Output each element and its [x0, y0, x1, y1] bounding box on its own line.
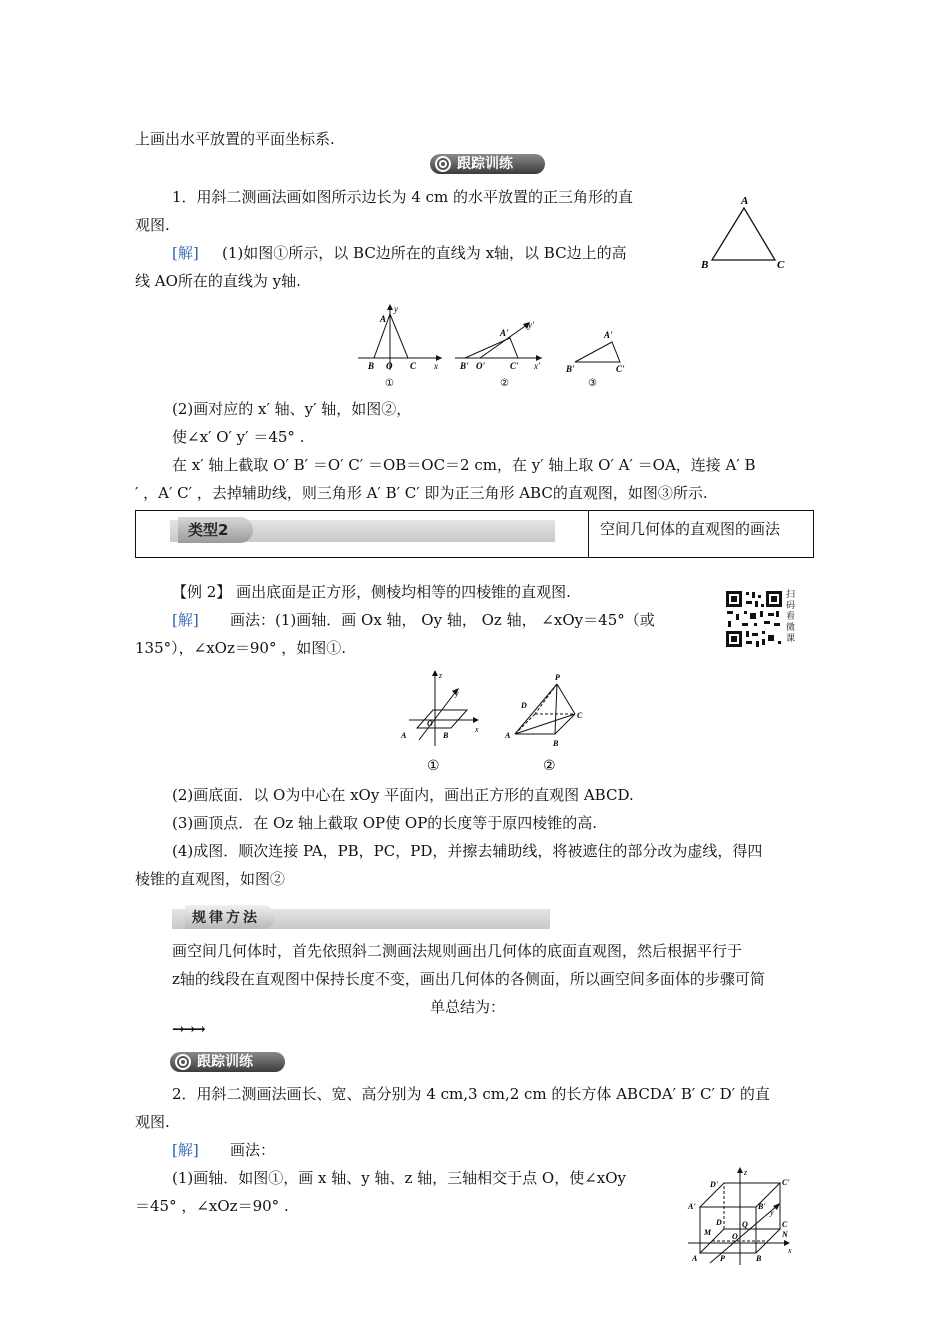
f2-label-y: y': [528, 320, 534, 330]
target-icon: [434, 155, 452, 173]
f2-label-o: O': [476, 361, 485, 371]
step3-line-2: ′ ，A′ C′ ，去掉辅助线，则三角形 A′ B′ C′ 即为正三角形 ABC的直观图，如图③所示.: [135, 484, 708, 502]
method-line-2: z轴的线段在直观图中保持长度不变，画出几何体的各侧面，所以画空间多面体的步骤可简: [172, 970, 765, 988]
f1-label-y: y: [394, 304, 398, 314]
pf2-label-a: A: [505, 731, 511, 740]
example-2-step-3: (3)画顶点．在 Oz 轴上截取 OP使 OP的长度等于原四棱锥的高.: [172, 814, 598, 832]
target-icon: [864, 155, 882, 173]
pf1-label-b: B: [443, 731, 449, 740]
box-label-n: N: [782, 1230, 788, 1239]
box-label-x: x: [788, 1246, 792, 1255]
question-2-step-1-line-1: (1)画轴．如图①，画 x 轴、y 轴、z 轴，三轴相交于点 O，使∠xOy: [172, 1169, 627, 1187]
box-label-a: A: [692, 1254, 698, 1263]
example-2-solution-line-1: 画法：(1)画轴．画 Ox 轴， Oy 轴， Oz 轴， ∠xOy＝45°（或: [230, 611, 655, 629]
f2-number: ②: [500, 378, 509, 389]
pf2-label-d: D: [521, 701, 527, 710]
pf2-number: ②: [543, 759, 556, 774]
box-label-c: C: [782, 1220, 788, 1229]
method-title: 规律方法: [192, 910, 260, 926]
box-label-m: M: [704, 1228, 712, 1237]
box-label-q: Q: [742, 1220, 748, 1229]
equilateral-triangle-figure: [695, 192, 795, 272]
triangle-label-c: C: [777, 259, 785, 271]
triangle-label-a: A: [741, 195, 749, 207]
solution-tag-2: [解]: [172, 611, 199, 629]
box-label-y: y: [770, 1208, 774, 1217]
cuboid-figure: [680, 1165, 810, 1270]
f2-label-x: x': [534, 361, 540, 371]
step3-line-1: 在 x′ 轴上截取 O′ B′ ＝O′ C′ ＝OB＝OC＝2 cm，在 y′ 轴上取 O′ A′ ＝OA，连接 A′ B: [172, 456, 756, 474]
f3-label-c: C': [616, 364, 625, 374]
triangle-label-b: B: [701, 259, 709, 271]
box-label-d: D: [716, 1218, 722, 1227]
example-2-step-2: (2)画底面．以 O为中心在 xOy 平面内，画出正方形的直观图 ABCD.: [172, 786, 634, 804]
pf1-label-y: y: [455, 689, 459, 698]
pyramid-figures: [395, 668, 595, 778]
f3-number: ③: [588, 378, 597, 389]
follow-up-title-1: 跟踪训练: [457, 156, 513, 172]
question-1-line-1: 1．用斜二测画法画如图所示边长为 4 cm 的水平放置的正三角形的直: [172, 188, 634, 206]
question-2-line-2: 观图.: [135, 1113, 170, 1131]
pf2-label-c: C: [577, 711, 583, 720]
method-line-3: 单总结为：: [430, 998, 506, 1016]
f1-label-b: B: [368, 361, 375, 371]
f1-label-o: O: [386, 361, 393, 371]
f3-label-a: A': [604, 330, 613, 340]
pf1-label-a: A: [401, 731, 407, 740]
type-box-divider: [588, 510, 589, 558]
example-2-step-4-line-2: 棱锥的直观图，如图②: [135, 870, 286, 888]
question-1-line-2: 观图.: [135, 216, 170, 234]
f3-label-b: B': [566, 364, 575, 374]
pf1-label-z: z: [439, 671, 443, 680]
step2-line-1: (2)画对应的 x′ 轴、y′ 轴，如图②，: [172, 400, 412, 418]
f2-label-b: B': [460, 361, 469, 371]
f1-label-x: x: [434, 361, 438, 371]
intro-line: 上画出水平放置的平面坐标系.: [135, 130, 335, 148]
solution-3-head: 画法：: [230, 1141, 276, 1159]
qr-caption: 扫码看微课: [786, 590, 796, 644]
example-2-heading: 【例 2】 画出底面是正方形，侧棱均相等的四棱锥的直观图.: [172, 583, 571, 601]
pf1-number: ①: [427, 759, 440, 774]
box-label-o: O: [732, 1232, 738, 1241]
example-2-step-4-line-1: (4)成图．顺次连接 PA，PB，PC，PD，并擦去辅助线，将被遮住的部分改为虚线，得四: [172, 842, 763, 860]
box-label-a1: A': [688, 1202, 696, 1211]
box-label-c1: C': [782, 1178, 790, 1187]
box-label-b1: B': [758, 1202, 766, 1211]
pf1-label-o: O: [427, 719, 433, 728]
pf2-label-p: P: [555, 673, 560, 682]
step2-line-2: 使∠x′ O′ y′ ＝45° .: [172, 428, 305, 446]
solution-1-line-1: (1)如图①所示，以 BC边所在的直线为 x轴，以 BC边上的高: [222, 244, 627, 262]
box-label-p: P: [720, 1254, 725, 1263]
example-2-solution-line-2: 135°），∠xOz＝90° ，如图①.: [135, 639, 346, 657]
qr-code[interactable]: [724, 589, 784, 649]
pf2-label-b: B: [553, 739, 559, 748]
solution-tag-3: [解]: [172, 1141, 199, 1159]
solution-1-line-2: 线 AO所在的直线为 y轴.: [135, 272, 301, 290]
question-2-step-1-line-2: ＝45° ，∠xOz＝90° .: [135, 1197, 289, 1215]
triangle-steps-figure: [350, 300, 640, 392]
f1-number: ①: [385, 378, 394, 389]
f1-label-a: A: [380, 314, 387, 324]
target-icon: [174, 1053, 192, 1071]
solution-tag-1: [解]: [172, 244, 199, 262]
f2-label-a: A': [500, 328, 509, 338]
type-tag: 类型2: [188, 521, 229, 539]
f1-label-c: C: [410, 361, 417, 371]
method-arrows: →→→: [172, 1020, 204, 1038]
box-label-z: z: [744, 1168, 748, 1177]
box-label-b: B: [756, 1254, 762, 1263]
pf1-label-x: x: [475, 725, 479, 734]
f2-label-c: C': [510, 361, 519, 371]
box-label-d1: D': [710, 1180, 718, 1189]
question-2-line-1: 2．用斜二测画法画长、宽、高分别为 4 cm,3 cm,2 cm 的长方体 ABCDA′ B′ C′ D′ 的直: [172, 1085, 770, 1103]
method-line-1: 画空间几何体时，首先依照斜二测画法规则画出几何体的底面直观图，然后根据平行于: [172, 942, 743, 960]
type-title: 空间几何体的直观图的画法: [600, 520, 781, 538]
follow-up-title-2: 跟踪训练: [197, 1054, 253, 1070]
